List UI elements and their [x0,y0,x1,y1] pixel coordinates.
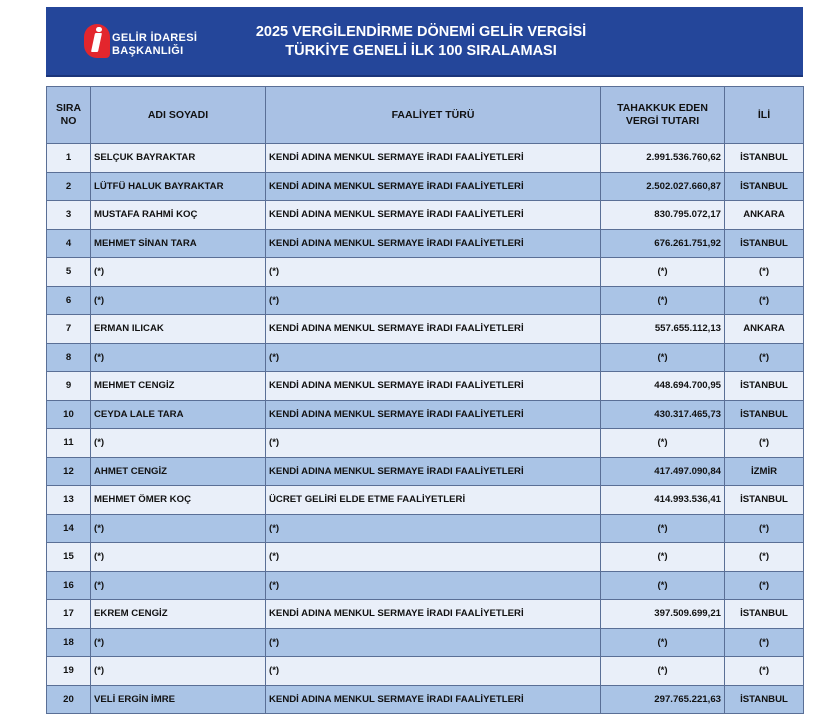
table-row [47,543,804,572]
cell-vergi-tutari: (*) [601,571,725,600]
cell-vergi-tutari: 397.509.699,21 [601,600,725,629]
table-row [47,600,804,629]
cell-ili: (*) [725,514,804,543]
cell-faaliyet-turu: (*) [266,628,601,657]
cell-vergi-tutari: (*) [601,258,725,287]
cell-vergi-tutari: 2.991.536.760,62 [601,144,725,173]
cell-sira-no: 5 [47,258,91,287]
cell-vergi-tutari: (*) [601,286,725,315]
table-row [47,172,804,201]
cell-sira-no: 3 [47,201,91,230]
cell-faaliyet-turu: KENDİ ADINA MENKUL SERMAYE İRADI FAALİYETLERİ [266,372,601,401]
table-header-row [47,87,804,144]
ranking-table [46,86,804,714]
cell-vergi-tutari: 297.765.221,63 [601,685,725,714]
cell-sira-no: 9 [47,372,91,401]
cell-faaliyet-turu: ÜCRET GELİRİ ELDE ETME FAALİYETLERİ [266,486,601,515]
cell-sira-no: 20 [47,685,91,714]
cell-ili: İSTANBUL [725,144,804,173]
cell-ili: İSTANBUL [725,685,804,714]
header-sira-no-line1: SIRA [55,102,82,114]
cell-faaliyet-turu: KENDİ ADINA MENKUL SERMAYE İRADI FAALİYETLERİ [266,229,601,258]
cell-faaliyet-turu: (*) [266,571,601,600]
cell-vergi-tutari: (*) [601,543,725,572]
table-row [47,628,804,657]
gib-logo [84,22,214,62]
gib-logo-icon [84,24,110,58]
cell-sira-no: 2 [47,172,91,201]
cell-ili: İSTANBUL [725,600,804,629]
cell-adi-soyadi: (*) [91,657,266,686]
cell-sira-no: 1 [47,144,91,173]
cell-adi-soyadi: SELÇUK BAYRAKTAR [91,144,266,173]
table-row [47,315,804,344]
cell-vergi-tutari: (*) [601,628,725,657]
table-row [47,486,804,515]
table-row [47,372,804,401]
cell-adi-soyadi: (*) [91,343,266,372]
cell-ili: ANKARA [725,201,804,230]
table-row [47,144,804,173]
cell-faaliyet-turu: KENDİ ADINA MENKUL SERMAYE İRADI FAALİYETLERİ [266,172,601,201]
table-row [47,657,804,686]
cell-ili: (*) [725,343,804,372]
cell-faaliyet-turu: (*) [266,286,601,315]
cell-ili: (*) [725,571,804,600]
cell-faaliyet-turu: KENDİ ADINA MENKUL SERMAYE İRADI FAALİYETLERİ [266,201,601,230]
table-row [47,229,804,258]
logo-text-line1: GELİR İDARESİ [112,32,198,44]
cell-adi-soyadi: (*) [91,429,266,458]
cell-sira-no: 4 [47,229,91,258]
header-faaliyet-turu: FAALİYET TÜRÜ [266,87,601,144]
cell-sira-no: 12 [47,457,91,486]
header-vergi-tutari [601,87,725,144]
cell-ili: İSTANBUL [725,486,804,515]
cell-adi-soyadi: MEHMET SİNAN TARA [91,229,266,258]
cell-faaliyet-turu: (*) [266,258,601,287]
cell-adi-soyadi: (*) [91,258,266,287]
cell-vergi-tutari: (*) [601,514,725,543]
cell-vergi-tutari: 414.993.536,41 [601,486,725,515]
cell-adi-soyadi: ERMAN ILICAK [91,315,266,344]
cell-ili: İZMİR [725,457,804,486]
cell-vergi-tutari: 676.261.751,92 [601,229,725,258]
table-row [47,258,804,287]
header-sira-no-line2: NO [60,115,77,127]
document-title-line1: 2025 VERGİLENDİRME DÖNEMİ GELİR VERGİSİ [255,24,587,40]
header-vergi-tutari-line1: TAHAKKUK EDEN [617,102,708,114]
header-ili: İLİ [725,87,804,144]
cell-faaliyet-turu: KENDİ ADINA MENKUL SERMAYE İRADI FAALİYETLERİ [266,315,601,344]
table-row [47,343,804,372]
cell-ili: (*) [725,628,804,657]
cell-sira-no: 18 [47,628,91,657]
cell-faaliyet-turu: (*) [266,343,601,372]
cell-sira-no: 17 [47,600,91,629]
table-row [47,286,804,315]
cell-sira-no: 6 [47,286,91,315]
cell-ili: İSTANBUL [725,172,804,201]
table-row [47,201,804,230]
cell-vergi-tutari: 448.694.700,95 [601,372,725,401]
cell-vergi-tutari: 430.317.465,73 [601,400,725,429]
cell-faaliyet-turu: KENDİ ADINA MENKUL SERMAYE İRADI FAALİYETLERİ [266,600,601,629]
table-row [47,429,804,458]
cell-ili: (*) [725,657,804,686]
cell-adi-soyadi: (*) [91,628,266,657]
table-row [47,514,804,543]
cell-vergi-tutari: (*) [601,429,725,458]
cell-ili: (*) [725,543,804,572]
cell-faaliyet-turu: KENDİ ADINA MENKUL SERMAYE İRADI FAALİYETLERİ [266,685,601,714]
cell-adi-soyadi: VELİ ERGİN İMRE [91,685,266,714]
cell-sira-no: 14 [47,514,91,543]
cell-sira-no: 8 [47,343,91,372]
table-body [47,144,804,714]
cell-adi-soyadi: (*) [91,571,266,600]
cell-ili: ANKARA [725,315,804,344]
cell-sira-no: 13 [47,486,91,515]
cell-vergi-tutari: (*) [601,343,725,372]
cell-adi-soyadi: EKREM CENGİZ [91,600,266,629]
cell-ili: (*) [725,429,804,458]
cell-vergi-tutari: (*) [601,657,725,686]
cell-vergi-tutari: 557.655.112,13 [601,315,725,344]
cell-faaliyet-turu: (*) [266,429,601,458]
cell-sira-no: 11 [47,429,91,458]
cell-ili: (*) [725,258,804,287]
cell-adi-soyadi: AHMET CENGİZ [91,457,266,486]
cell-adi-soyadi: CEYDA LALE TARA [91,400,266,429]
cell-adi-soyadi: (*) [91,543,266,572]
cell-sira-no: 7 [47,315,91,344]
cell-adi-soyadi: MEHMET CENGİZ [91,372,266,401]
cell-faaliyet-turu: KENDİ ADINA MENKUL SERMAYE İRADI FAALİYETLERİ [266,457,601,486]
cell-ili: (*) [725,286,804,315]
header-vergi-tutari-line2: VERGİ TUTARI [625,115,700,127]
cell-adi-soyadi: MUSTAFA RAHMİ KOÇ [91,201,266,230]
cell-vergi-tutari: 2.502.027.660,87 [601,172,725,201]
cell-faaliyet-turu: (*) [266,514,601,543]
cell-adi-soyadi: MEHMET ÖMER KOÇ [91,486,266,515]
cell-vergi-tutari: 830.795.072,17 [601,201,725,230]
cell-sira-no: 16 [47,571,91,600]
cell-ili: İSTANBUL [725,372,804,401]
cell-adi-soyadi: LÜTFÜ HALUK BAYRAKTAR [91,172,266,201]
cell-faaliyet-turu: KENDİ ADINA MENKUL SERMAYE İRADI FAALİYETLERİ [266,400,601,429]
cell-faaliyet-turu: (*) [266,543,601,572]
cell-vergi-tutari: 417.497.090,84 [601,457,725,486]
cell-sira-no: 10 [47,400,91,429]
table-row [47,685,804,714]
logo-text-line2: BAŞKANLIĞI [112,45,184,57]
table-row [47,457,804,486]
header-sira-no [47,87,91,144]
cell-faaliyet-turu: (*) [266,657,601,686]
document-header [46,7,803,77]
cell-ili: İSTANBUL [725,400,804,429]
cell-adi-soyadi: (*) [91,286,266,315]
cell-faaliyet-turu: KENDİ ADINA MENKUL SERMAYE İRADI FAALİYETLERİ [266,144,601,173]
cell-sira-no: 19 [47,657,91,686]
cell-adi-soyadi: (*) [91,514,266,543]
cell-sira-no: 15 [47,543,91,572]
cell-ili: İSTANBUL [725,229,804,258]
table-row [47,400,804,429]
header-adi-soyadi: ADI SOYADI [91,87,266,144]
document-title-line2: TÜRKİYE GENELİ İLK 100 SIRALAMASI [285,43,557,59]
table-row [47,571,804,600]
